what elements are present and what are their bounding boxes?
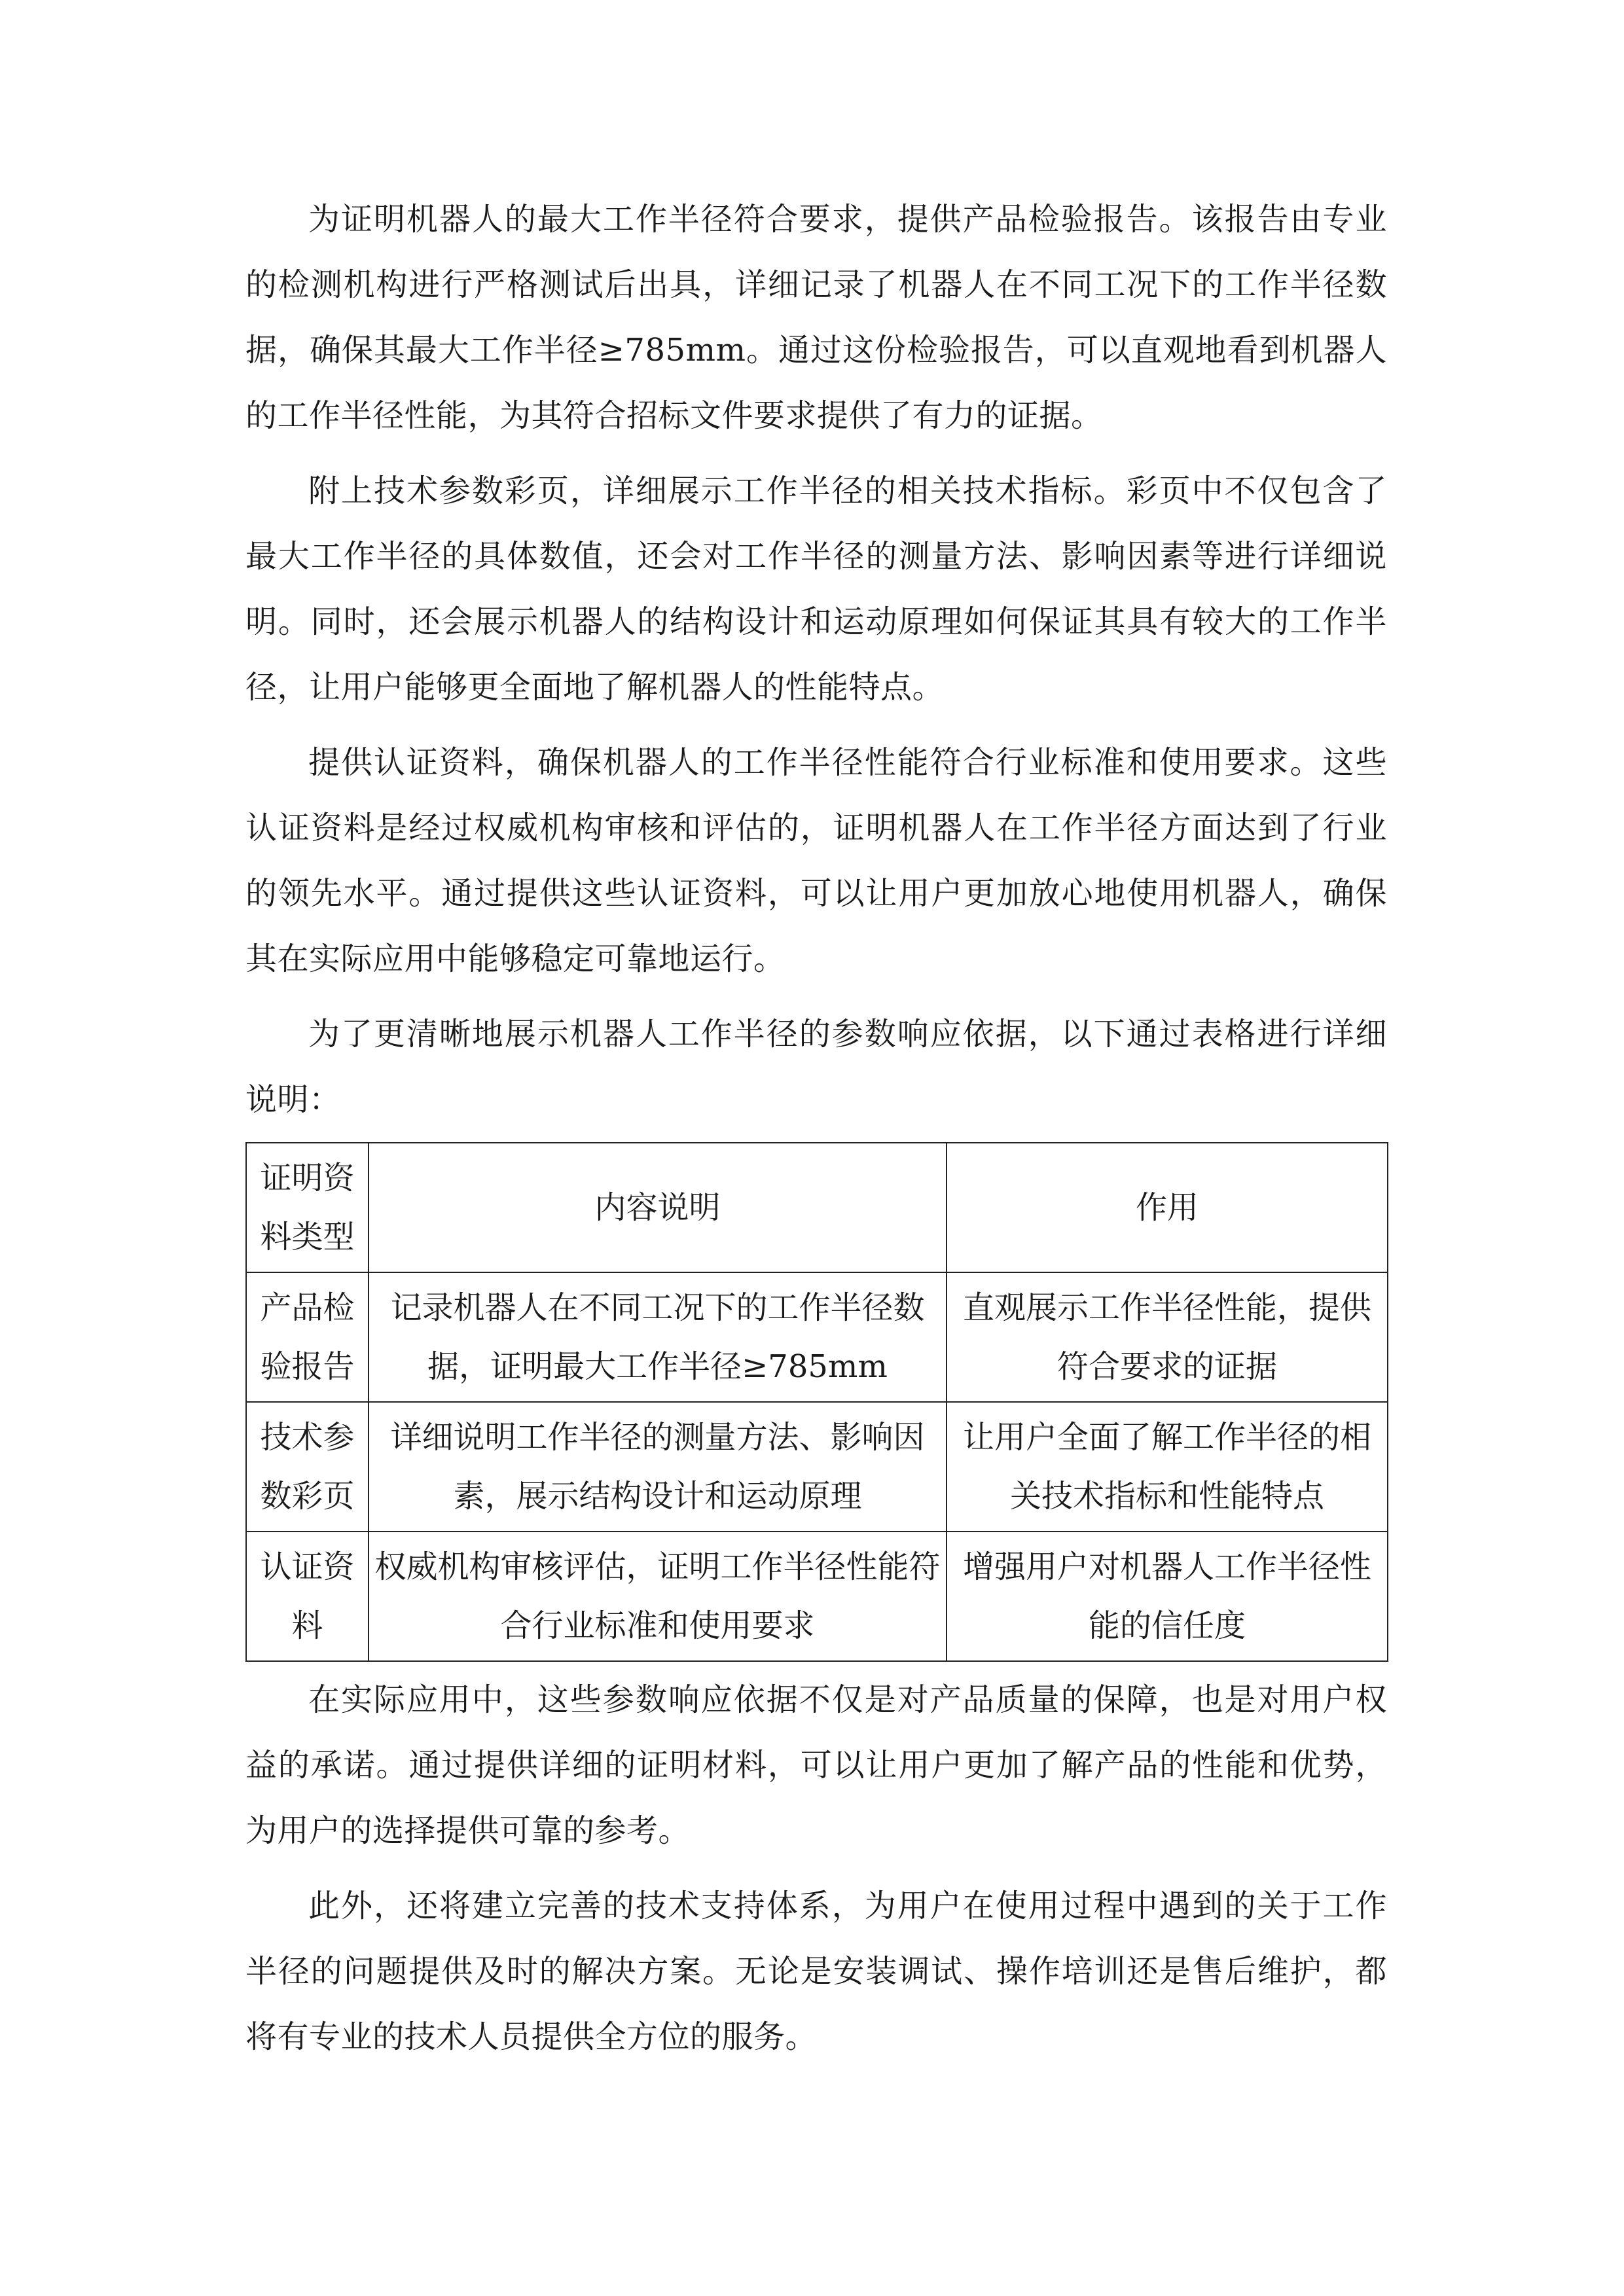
document-page bbox=[245, 187, 1387, 2079]
table-header-row bbox=[246, 1143, 1388, 1272]
cell-purpose: 让用户全面了解工作半径的相关技术指标和性能特点 bbox=[947, 1402, 1388, 1532]
header-purpose: 作用 bbox=[947, 1143, 1388, 1272]
cell-evidence-type: 产品检验报告 bbox=[246, 1272, 369, 1402]
paragraph-inspection-report: 为证明机器人的最大工作半径符合要求，提供产品检验报告。该报告由专业的检测机构进行严格测试后出具，详细记录了机器人在不同工况下的工作半径数据，确保其最大工作半径≥785mm。通过这份检验报告，可以直观地看到机器人的工作半径性能，为其符合招标文件要求提供了有力的证据。 bbox=[245, 201, 1387, 434]
cell-evidence-type: 认证资料 bbox=[246, 1532, 369, 1661]
paragraph-practical-application: 在实际应用中，这些参数响应依据不仅是对产品质量的保障，也是对用户权益的承诺。通过提供详细的证明材料，可以让用户更加了解产品的性能和优势，为用户的选择提供可靠的参考。 bbox=[245, 1681, 1387, 1849]
cell-evidence-type: 技术参数彩页 bbox=[246, 1402, 369, 1532]
evidence-table bbox=[245, 1142, 1388, 1662]
table-row bbox=[246, 1272, 1388, 1402]
paragraph-technical-support: 此外，还将建立完善的技术支持体系，为用户在使用过程中遇到的关于工作半径的问题提供及时的解决方案。无论是安装调试、操作培训还是售后维护，都将有专业的技术人员提供全方位的服务。 bbox=[245, 1888, 1387, 2055]
cell-purpose: 直观展示工作半径性能，提供符合要求的证据 bbox=[947, 1272, 1388, 1402]
table-row bbox=[246, 1402, 1388, 1532]
header-evidence-type: 证明资料类型 bbox=[246, 1143, 369, 1272]
paragraph-certification: 提供认证资料，确保机器人的工作半径性能符合行业标准和使用要求。这些认证资料是经过权威机构审核和评估的，证明机器人在工作半径方面达到了行业的领先水平。通过提供这些认证资料，可以让用户更加放心地使用机器人，确保其在实际应用中能够稳定可靠地运行。 bbox=[245, 744, 1387, 977]
cell-purpose: 增强用户对机器人工作半径性能的信任度 bbox=[947, 1532, 1388, 1661]
cell-content-description: 详细说明工作半径的测量方法、影响因素，展示结构设计和运动原理 bbox=[369, 1402, 947, 1532]
cell-content-description: 权威机构审核评估，证明工作半径性能符合行业标准和使用要求 bbox=[369, 1532, 947, 1661]
paragraph-table-intro: 为了更清晰地展示机器人工作半径的参数响应依据，以下通过表格进行详细说明： bbox=[245, 1016, 1387, 1118]
header-content-description: 内容说明 bbox=[369, 1143, 947, 1272]
table-row bbox=[246, 1532, 1388, 1661]
cell-content-description: 记录机器人在不同工况下的工作半径数据，证明最大工作半径≥785mm bbox=[369, 1272, 947, 1402]
paragraph-technical-brochure: 附上技术参数彩页，详细展示工作半径的相关技术指标。彩页中不仅包含了最大工作半径的具体数值，还会对工作半径的测量方法、影响因素等进行详细说明。同时，还会展示机器人的结构设计和运动原理如何保证其具有较大的工作半径，让用户能够更全面地了解机器人的性能特点。 bbox=[245, 473, 1387, 706]
